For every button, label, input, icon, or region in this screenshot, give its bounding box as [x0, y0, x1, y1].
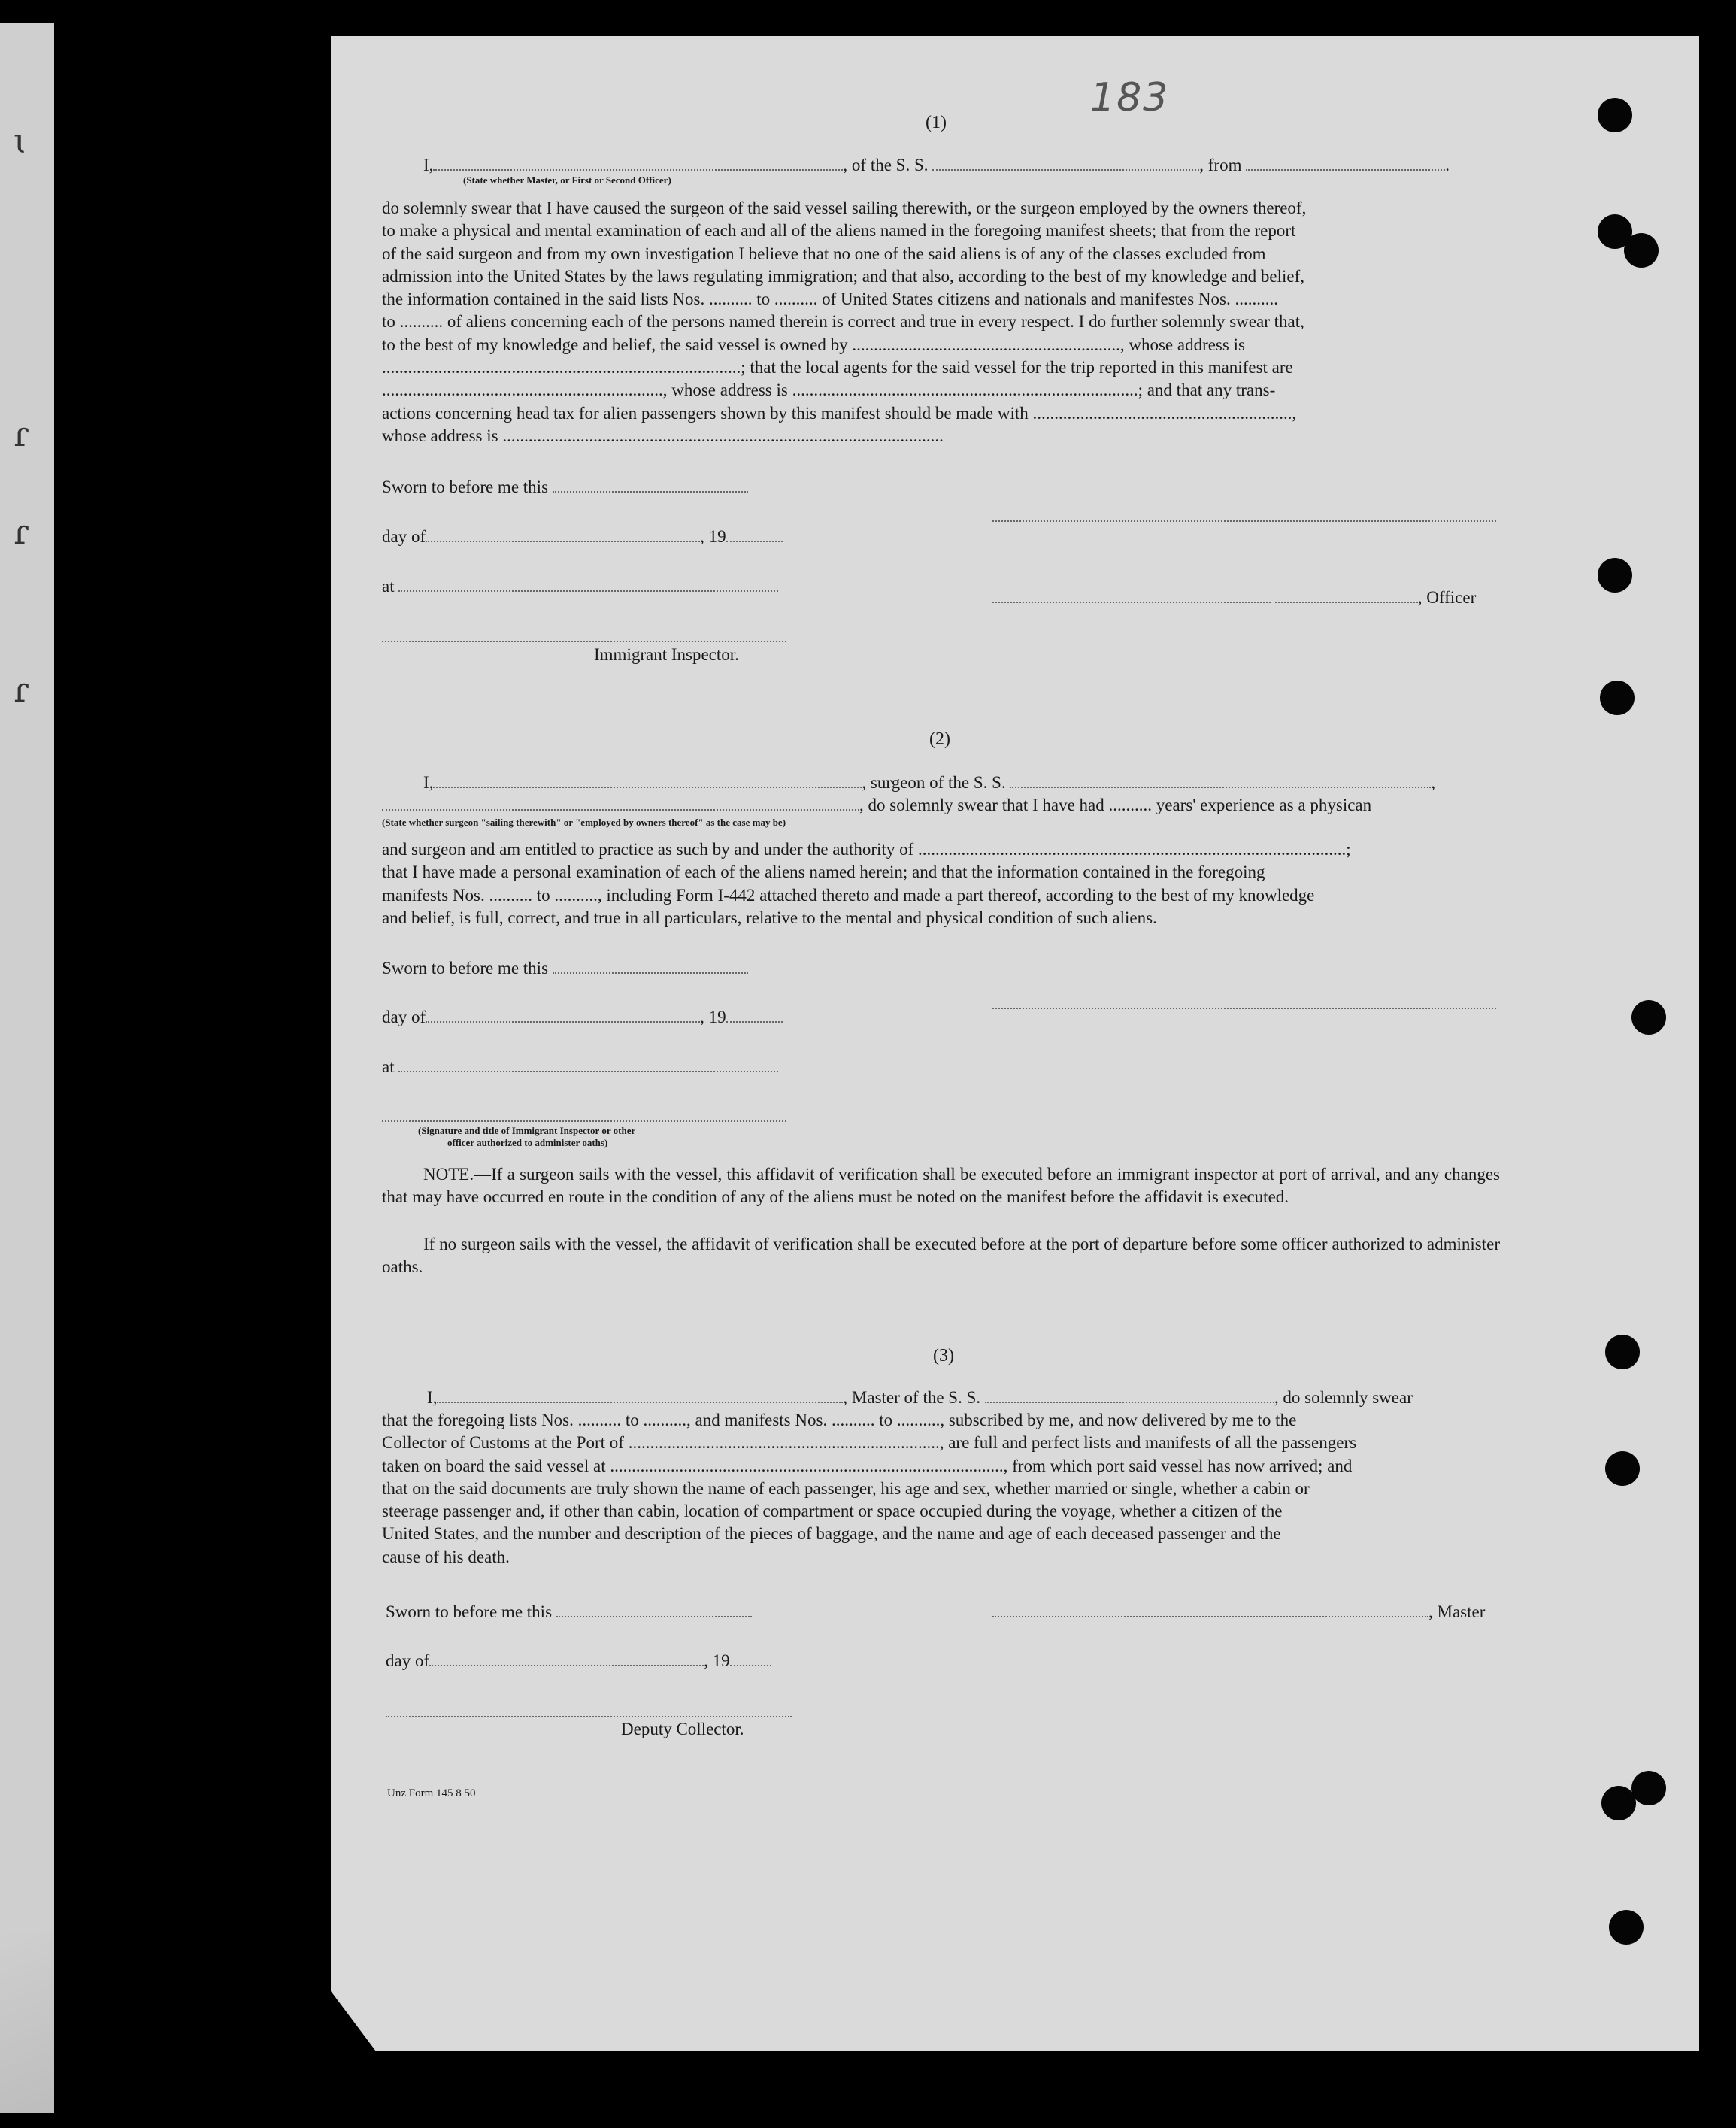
punch-hole: [1605, 1335, 1640, 1369]
form-identifier: Unz Form 145 8 50: [387, 1787, 476, 1799]
adjacent-page-strip: [0, 23, 54, 2113]
section1-inspector: Immigrant Inspector.: [594, 645, 739, 664]
strip-fold: [0, 1932, 54, 2113]
section3-master: , Master: [992, 1601, 1485, 1623]
section2-line2: , do solemnly swear that I have had .......... years' experience as a physican: [382, 794, 1371, 817]
section2-signature-line-2: [382, 1119, 786, 1122]
section3-collector-line: [386, 1714, 792, 1717]
section2-note-2: If no surgeon sails with the vessel, the affidavit of verification shall be executed before at the port of departure before some officer authorized to administer oaths.: [382, 1235, 1500, 1277]
section2-signature-line: [992, 1006, 1496, 1009]
section3-day: day of , 19: [386, 1650, 771, 1672]
handwritten-page-number: 183: [1090, 75, 1170, 120]
punch-hole: [1631, 1000, 1666, 1035]
section1-signature-line: [992, 519, 1496, 522]
section3-collector: Deputy Collector.: [621, 1720, 744, 1738]
section1-sworn: Sworn to before me this: [382, 476, 748, 499]
section1-at: at: [382, 575, 778, 598]
section1-officer-caption: (State whether Master, or First or Second Officer): [463, 174, 671, 186]
section2-day: day of , 19: [382, 1006, 783, 1029]
punch-hole: [1631, 1771, 1666, 1805]
punch-hole: [1598, 558, 1632, 593]
section2-signature-caption: (Signature and title of Immigrant Inspector or other: [418, 1125, 636, 1136]
margin-mark: ɾ: [14, 511, 29, 552]
section2-line1: I, , surgeon of the S. S. ,: [423, 773, 1436, 792]
section1-day: day of , 19: [382, 526, 783, 548]
section2-signature-caption-2: officer authorized to administer oaths): [447, 1137, 608, 1148]
margin-mark: ɩ: [14, 120, 28, 161]
margin-mark: ɾ: [14, 414, 29, 454]
section2-surgeon-caption: (State whether surgeon "sailing therewith" or "employed by owners thereof" as the case may be): [382, 817, 786, 828]
punch-hole: [1624, 233, 1659, 268]
margin-mark: ɾ: [14, 669, 29, 710]
punch-hole: [1601, 1786, 1636, 1820]
section3-sworn: Sworn to before me this: [386, 1601, 752, 1623]
punch-hole: [1598, 98, 1632, 132]
punch-hole: [1600, 681, 1635, 715]
section3-body: that the foregoing lists Nos. .......... to .........., and manifests Nos. .......... to .........., subscribed by me, and now delivered by me to the Collector of Customs at the Port of ........................................................................, are full and perfect lists and manifests of all the passengers taken on board the said vessel at ..........................................................................................., from which port said vessel has now arrived; and that on the said documents are truly shown the name of each passenger, his age and sex, whether married or single, whether a cabin or steerage passenger and, if other than cabin, location of compartment or space occupied during the voyage, whether a citizen of the United States, and the number and description of the pieces of baggage, and the name and age of each deceased passenger and the cause of his death.: [382, 1411, 1357, 1566]
section1-inspector-line: [382, 639, 786, 642]
section2-body: and surgeon and am entitled to practice as such by and under the authority of ...................................................................................................; that I have made a personal examination of each of the aliens named herein; and that the information contained in the foregoing manifests Nos. .......... to .........., including Form I-442 attached thereto and made a part thereof, according to the best of my knowledge and belief, is full, correct, and true in all particulars, relative to the mental and physical condition of such aliens.: [382, 840, 1351, 927]
section2-at: at: [382, 1056, 778, 1078]
section-number: (2): [929, 729, 950, 749]
section1-body: do solemnly swear that I have caused the surgeon of the said vessel sailing therewith, or the surgeon employed by the owners thereof, to make a physical and mental examination of each and all of the aliens named in the foregoing manifest sheets; that from the report of the said surgeon and from my own investigation I believe that no one of the said aliens is of any of the classes excluded from admission into the United States by the laws regulating immigration; and that also, according to the best of my knowledge and belief, the information contained in the said lists Nos. .......... to .......... of United States citizens and nationals and manifestes Nos. .......... to .......... of aliens concerning each of the persons named therein is correct and true in every respect. I do further solemnly swear that, to the best of my knowledge and belief, the said vessel is owned by .............................................................., whose address is ...................................................................................; that the local agents for the said vessel for the trip reported in this manifest are ................................................................., whose address is ................................................................................; and that any trans- actions concerning head tax for alien passengers shown by this manifest should be made with ............................................................, whose address is ......................................................................................................: [382, 199, 1307, 445]
section3-line1: I, , Master of the S. S. , do solemnly swear: [427, 1388, 1413, 1407]
section2-note: NOTE.—If a surgeon sails with the vessel, this affidavit of verification shall be executed before an immigrant inspector at port of arrival, and any changes that may have occurred en route in the condition of any of the aliens must be noted on the manifest before the affidavit is executed.: [382, 1165, 1500, 1207]
punch-hole: [1605, 1451, 1640, 1486]
punch-hole: [1609, 1910, 1644, 1945]
section2-sworn: Sworn to before me this: [382, 957, 748, 980]
section-number: (3): [933, 1346, 954, 1366]
section1-line1: I, , of the S. S. , from .: [423, 156, 1450, 174]
section-number: (1): [926, 113, 947, 132]
section1-officer: , Officer: [992, 587, 1476, 609]
